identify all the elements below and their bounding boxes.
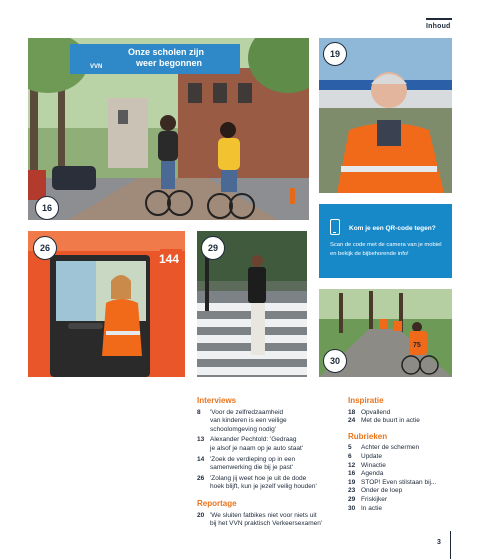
svg-text:weer begonnen: weer begonnen (136, 58, 203, 68)
toc-entry[interactable] (348, 462, 452, 471)
photo-cyclists (28, 38, 309, 220)
toc-entry-title: Met de buurt in actie (361, 417, 420, 425)
page-badge-19: 19 (323, 42, 347, 66)
toc-entry-title: Opvallend (361, 408, 391, 416)
header-rule (426, 18, 452, 20)
toc-entry[interactable] (197, 512, 337, 529)
toc-page-number: 8 (197, 408, 201, 416)
toc-entry-title: 'Zolang jij weet hoe je uit de dode hoek blijft, kun je jezelf veilig houden' (210, 474, 317, 491)
toc-entry-title: Onder de loep (361, 487, 403, 495)
svg-text:144: 144 (159, 252, 180, 266)
section-title-rubrieken: Rubrieken (348, 431, 388, 441)
toc-page-number: 29 (348, 495, 356, 503)
toc-entry-title: Achter de schermen (361, 444, 420, 452)
toc-entry-title: STOP! Even stilstaan bij... (361, 478, 437, 486)
page-badge-30: 30 (323, 349, 347, 373)
toc-entry[interactable] (197, 409, 337, 435)
toc-entry[interactable] (197, 456, 337, 473)
toc-right-column (348, 397, 452, 513)
toc-entry[interactable] (348, 487, 452, 496)
qr-title: Kom je een QR-code tegen? (349, 225, 436, 232)
toc-left-column (197, 397, 337, 529)
toc-page-number: 6 (348, 452, 352, 460)
page-number-rule (450, 531, 451, 559)
toc-entry[interactable] (348, 409, 452, 418)
toc-entry-title: Update (361, 452, 382, 460)
svg-text:75: 75 (413, 342, 421, 349)
toc-entry[interactable] (348, 496, 452, 505)
toc-page-number: 13 (197, 436, 205, 444)
toc-entry[interactable] (348, 417, 452, 426)
section-title-reportage: Reportage (197, 498, 237, 508)
phone-icon (330, 219, 340, 235)
toc-entry[interactable] (348, 444, 452, 453)
photo-cyclists-illustration (28, 38, 309, 220)
toc-entry-title: 'We sluiten fatbikes niet voor niets uit bij het VVN praktisch Verkeersexamen' (210, 511, 323, 528)
toc-entry[interactable] (197, 475, 337, 492)
toc-page-number: 5 (348, 444, 352, 452)
svg-text:Onze scholen zijn: Onze scholen zijn (128, 47, 205, 57)
toc-entry-title: In actie (361, 504, 382, 512)
toc-page-number: 18 (348, 408, 356, 416)
toc-entry[interactable] (348, 470, 452, 479)
toc-page-number: 23 (348, 487, 356, 495)
toc-entry[interactable] (348, 505, 452, 514)
toc-page-number: 16 (348, 470, 356, 478)
toc-entry-title: 'Zoek de verdieping op in een samenwerking die bij je past' (210, 455, 296, 472)
page-badge-26: 26 (33, 236, 57, 260)
toc-entry-title: Agenda (361, 470, 384, 478)
toc-entry[interactable] (348, 479, 452, 488)
toc-page-number: 30 (348, 504, 356, 512)
toc-page-number: 26 (197, 474, 205, 482)
toc-page-number: 24 (348, 417, 356, 425)
toc-page-number: 12 (348, 461, 356, 469)
qr-info-box (319, 204, 452, 278)
toc-entry-title: 'Voor de zelfredzaamheid van kinderen is een veilige schoolomgeving nodig' (210, 408, 287, 433)
page-badge-29: 29 (201, 236, 225, 260)
toc-page-number: 20 (197, 511, 205, 519)
toc-entry-title: Winactie (361, 461, 386, 469)
toc-entry-title: Friskijker (361, 495, 387, 503)
section-title-inspiratie: Inspiratie (348, 396, 384, 405)
page-badge-16: 16 (35, 196, 59, 220)
section-title-interviews: Interviews (197, 396, 237, 405)
toc-entry-title: Alexander Pechtold: 'Gedraag je alsof je naam op je auto staat' (210, 436, 304, 452)
toc-entry[interactable] (348, 453, 452, 462)
toc-page-number: 19 (348, 478, 356, 486)
svg-text:VVN: VVN (90, 64, 103, 70)
toc-page-number: 14 (197, 455, 205, 463)
toc-entry[interactable] (197, 436, 337, 453)
section-header: Inhoud (426, 23, 451, 30)
page-number: 3 (437, 539, 441, 546)
qr-text: Scan de code met de camera van je mobiel en bekijk de bijbehorende info! (330, 242, 442, 258)
